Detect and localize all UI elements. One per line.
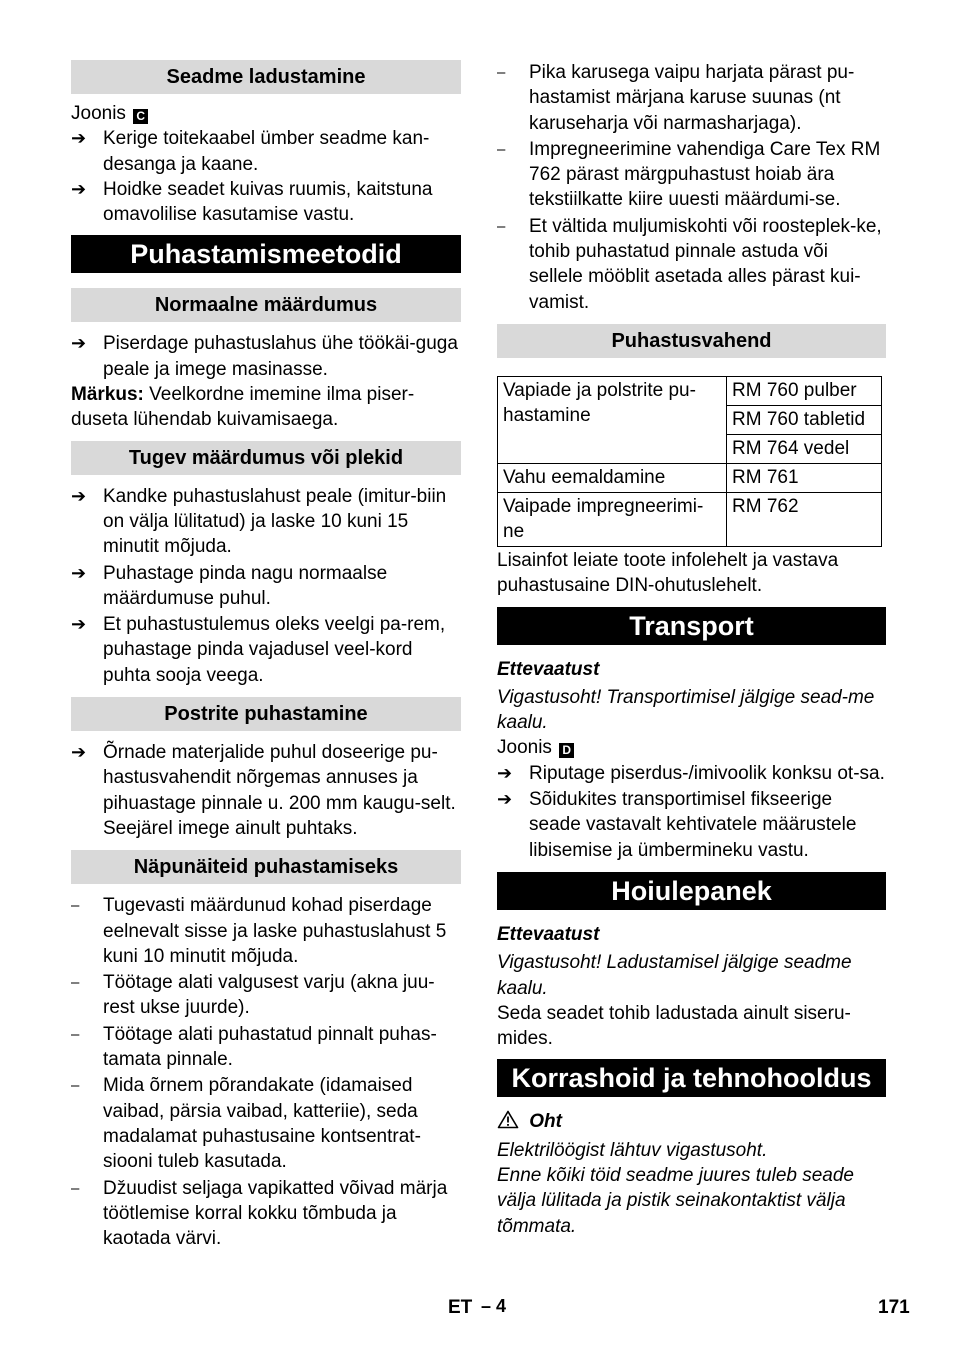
step-item: ➔ Kandke puhastuslahust peale (imitur-biin on välja lülitatud) ja laske 10 kuni 15 minutit mõjuda. bbox=[71, 484, 461, 560]
list-item: – Töötage alati valgusest varju (akna juu-rest ukse juurde). bbox=[71, 970, 461, 1021]
right-column bbox=[497, 60, 886, 1239]
arrow-right-icon: ➔ bbox=[71, 614, 87, 635]
dash-bullet: – bbox=[497, 64, 506, 81]
figure-reference: Joonis C bbox=[71, 101, 461, 126]
figure-reference: Joonis D bbox=[497, 735, 886, 760]
table-row bbox=[498, 376, 882, 405]
arrow-right-icon: ➔ bbox=[71, 128, 87, 149]
table-cell: Vaipade impregneerimi-ne bbox=[498, 492, 727, 546]
step-item: ➔ Õrnade materjalide puhul doseerige pu-hastusvahendit nõrgemas annuses ja pihuastage pinnale u. 200 mm kaugu-selt. Seejärel imege ainult puhtaks. bbox=[71, 740, 461, 841]
dash-bullet: – bbox=[497, 140, 506, 158]
footer-language-code: ET bbox=[448, 1297, 473, 1318]
heading-normal-soiling: Normaalne määrdumus bbox=[71, 288, 461, 322]
heading-maintenance: Korrashoid ja tehnohooldus bbox=[497, 1059, 886, 1097]
warning-triangle-icon bbox=[497, 1110, 519, 1129]
arrow-right-icon: ➔ bbox=[71, 485, 87, 506]
table-cell: RM 760 tabletid bbox=[727, 405, 882, 434]
caution-text: Vigastusoht! Ladustamisel jälgige seadme kaalu. bbox=[497, 952, 852, 999]
list-item: – Džuudist seljaga vapikatted võivad märja töötlemise korral kokku tõmbuda ja kaotada värvi. bbox=[71, 1176, 461, 1252]
page-number: 171 bbox=[878, 1297, 910, 1318]
heading-transport: Transport bbox=[497, 607, 886, 645]
arrow-right-icon: ➔ bbox=[497, 789, 513, 810]
table-row bbox=[498, 463, 882, 492]
step-item: ➔ Sõidukites transportimisel fikseerige seade vastavalt kehtivatele määrustele libisemise ja ümbermineku vastu. bbox=[497, 787, 886, 863]
danger-text: Enne kõiki töid seadme juures tuleb seade välja lülitada ja pistik seinakontaktist välja tõmmata. bbox=[497, 1165, 855, 1237]
step-item: ➔ Kerige toitekaabel ümber seadme kan-desanga ja kaane. bbox=[71, 126, 461, 177]
step-item: ➔ Puhastage pinda nagu normaalse määrdumuse puhul. bbox=[71, 561, 461, 612]
table-cell: RM 764 vedel bbox=[727, 434, 882, 463]
heading-heavy-soiling: Tugev määrdumus või plekid bbox=[71, 441, 461, 475]
dash-bullet: – bbox=[71, 1179, 80, 1197]
table-cell: RM 762 bbox=[727, 492, 882, 546]
dash-bullet: – bbox=[497, 217, 506, 235]
arrow-right-icon: ➔ bbox=[71, 742, 87, 763]
table-cell: RM 760 pulber bbox=[727, 376, 882, 405]
danger-title: Oht bbox=[497, 1109, 886, 1134]
dash-bullet: – bbox=[71, 974, 80, 992]
arrow-right-icon: ➔ bbox=[71, 333, 87, 354]
table-cell: Vahu eemaldamine bbox=[498, 463, 727, 492]
heading-cleaning-methods: Puhastamismeetodid bbox=[71, 235, 461, 273]
figure-letter-badge: D bbox=[559, 743, 574, 758]
dash-bullet: – bbox=[71, 897, 80, 915]
table-cell: RM 761 bbox=[727, 463, 882, 492]
note-paragraph: Märkus: Veelkordne imemine ilma piser-duseta lühendab kuivamisaega. bbox=[71, 384, 415, 431]
table-row bbox=[498, 492, 882, 546]
caution-title: Ettevaatust bbox=[497, 923, 600, 945]
list-item: – Tugevasti määrdunud kohad piserdage eelnevalt sisse ja laske puhastuslahust 5 kuni 10 minutit mõjuda. bbox=[71, 893, 461, 969]
heading-detergent: Puhastusvahend bbox=[497, 324, 886, 358]
list-item: – Mida õrnem põrandakate (idamaised vaibad, pärsia vaibad, katteriie), seda madalamat puhastusaine kontsentrat-siooni tuleb kasutada. bbox=[71, 1073, 461, 1174]
heading-upholstery: Postrite puhastamine bbox=[71, 697, 461, 731]
note-label: Märkus: bbox=[71, 384, 144, 406]
dash-bullet: – bbox=[71, 1025, 80, 1043]
step-item: ➔ Riputage piserdus-/imivoolik konksu ot-sa. bbox=[497, 761, 886, 786]
figure-letter-badge: C bbox=[133, 109, 148, 124]
detergent-table bbox=[497, 376, 882, 547]
caution-text: Vigastusoht! Transportimisel jälgige sead-me kaalu. bbox=[497, 686, 875, 734]
list-item: – Et vältida muljumiskohti või roosteplek-ke, tohib puhastatud pinnale astuda või sellele mööblit asetada alles pärast kui-vamist. bbox=[497, 214, 886, 315]
list-item: – Impregneerimine vahendiga Care Tex RM 762 pärast märgpuhastust hoiab ära tekstiilkatte kiire uuesti määrdumi-se. bbox=[497, 137, 886, 213]
arrow-right-icon: ➔ bbox=[497, 762, 513, 783]
dash-bullet: – bbox=[71, 1077, 80, 1095]
detergent-info: Lisainfot leiate toote infolehelt ja vastava puhastusaine DIN-ohutuslehelt. bbox=[497, 549, 839, 597]
arrow-right-icon: ➔ bbox=[71, 562, 87, 583]
heading-storage-2: Hoiulepanek bbox=[497, 872, 886, 910]
danger-text: Elektrilöögist lähtuv vigastusoht. bbox=[497, 1139, 768, 1161]
left-column bbox=[71, 60, 461, 1251]
step-item: ➔ Hoidke seadet kuivas ruumis, kaitstuna omavolilise kasutamise vastu. bbox=[71, 177, 461, 228]
list-item: – Pika karusega vaipu harjata pärast pu-hastamist märjana karuse suunas (nt karuseharja või narmasharjaga). bbox=[497, 60, 886, 136]
list-item: – Töötage alati puhastatud pinnalt puhas-tamata pinnale. bbox=[71, 1022, 461, 1073]
heading-cleaning-tips: Näpunäiteid puhastamiseks bbox=[71, 850, 461, 884]
table-cell: Vapiade ja polstrite pu-hastamine bbox=[498, 376, 727, 463]
footer-section-page: – 4 bbox=[481, 1296, 507, 1316]
caution-title: Ettevaatust bbox=[497, 658, 600, 680]
step-item: ➔ Et puhastustulemus oleks veelgi pa-rem, puhastage pinda vajadusel veel-kord puhta sooja veega. bbox=[71, 612, 461, 688]
storage-text: Seda seadet tohib ladustada ainult siseru-mides. bbox=[497, 1002, 851, 1050]
step-item: ➔ Piserdage puhastuslahus ühe töökäi-guga peale ja imege masinasse. bbox=[71, 331, 461, 382]
arrow-right-icon: ➔ bbox=[71, 178, 87, 199]
heading-storage: Seadme ladustamine bbox=[71, 60, 461, 94]
